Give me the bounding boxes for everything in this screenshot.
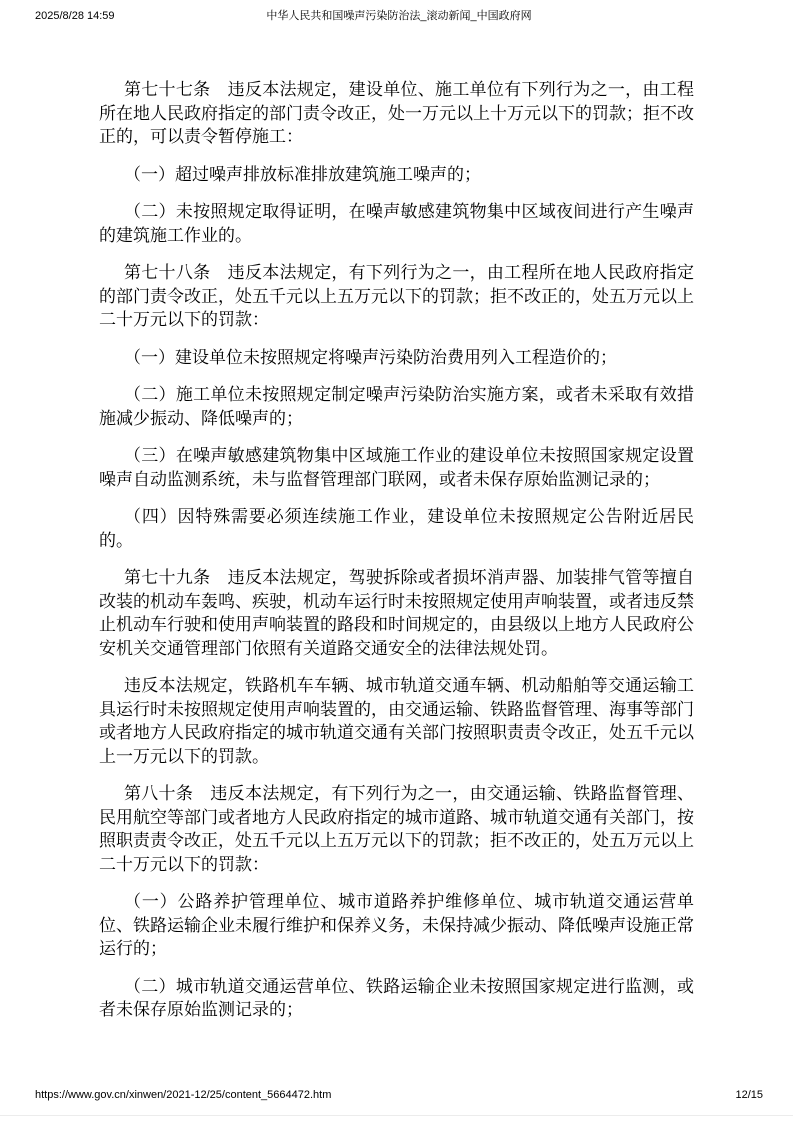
paragraph-article-78-item-3: （三）在噪声敏感建筑物集中区域施工作业的建设单位未按照国家规定设置噪声自动监测系统，未与监督管理部门联网，或者未保存原始监测记录的； — [99, 446, 694, 489]
print-header — [35, 10, 763, 23]
paragraph-article-79-clause-2: 违反本法规定，铁路机车车辆、城市轨道交通车辆、机动船舶等交通运输工具运行时未按照规定使用声响装置的，由交通运输、铁路监督管理、海事等部门或者地方人民政府指定的城市轨道交通有关部门按照职责责令改正，处五千元以上一万元以下的罚款。 — [99, 676, 694, 766]
source-url: https://www.gov.cn/xinwen/2021-12/25/content_5664472.htm — [35, 1089, 332, 1101]
print-footer — [35, 1089, 763, 1102]
paragraph-article-78-item-4: （四）因特殊需要必须连续施工作业，建设单位未按照规定公告附近居民的。 — [99, 507, 694, 550]
paragraph-article-80-item-2: （二）城市轨道交通运营单位、铁路运输企业未按照国家规定进行监测，或者未保存原始监测记录的； — [99, 976, 694, 1019]
article-body — [99, 78, 694, 1022]
document-title: 中华人民共和国噪声污染防治法_滚动新闻_中国政府网 — [266, 10, 532, 22]
paragraph-article-79: 第七十九条 违反本法规定，驾驶拆除或者损坏消声器、加装排气管等擅自改装的机动车轰鸣、疾驶，机动车运行时未按照规定使用声响装置，或者违反禁止机动车行驶和使用声响装置的路段和时间规定的，由县级以上地方人民政府公安机关交通管理部门依照有关道路交通安全的法律法规处罚。 — [99, 568, 694, 658]
paragraph-article-78: 第七十八条 违反本法规定，有下列行为之一，由工程所在地人民政府指定的部门责令改正，处五千元以上五万元以下的罚款；拒不改正的，处五万元以上二十万元以下的罚款： — [99, 263, 694, 329]
paragraph-article-77-item-2: （二）未按照规定取得证明，在噪声敏感建筑物集中区域夜间进行产生噪声的建筑施工作业的。 — [99, 202, 694, 245]
print-datetime: 2025/8/28 14:59 — [35, 10, 115, 22]
paragraph-article-77: 第七十七条 违反本法规定，建设单位、施工单位有下列行为之一，由工程所在地人民政府指定的部门责令改正，处一万元以上十万元以下的罚款；拒不改正的，可以责令暂停施工： — [99, 80, 694, 146]
paragraph-article-80-item-1: （一）公路养护管理单位、城市道路养护维修单位、城市轨道交通运营单位、铁路运输企业未履行维护和保养义务，未保持减少振动、降低噪声设施正常运行的； — [99, 892, 694, 958]
paragraph-article-80: 第八十条 违反本法规定，有下列行为之一，由交通运输、铁路监督管理、民用航空等部门或者地方人民政府指定的城市道路、城市轨道交通有关部门，按照职责责令改正，处五千元以上五万元以下的罚款；拒不改正的，处五万元以上二十万元以下的罚款： — [99, 784, 694, 874]
page-number: 12/15 — [735, 1089, 763, 1101]
paragraph-article-78-item-2: （二）施工单位未按照规定制定噪声污染防治实施方案，或者未采取有效措施减少振动、降低噪声的； — [99, 385, 694, 428]
paragraph-article-77-item-1: （一）超过噪声排放标准排放建筑施工噪声的； — [124, 164, 481, 184]
paragraph-article-78-item-1: （一）建设单位未按照规定将噪声污染防治费用列入工程造价的； — [124, 347, 617, 367]
